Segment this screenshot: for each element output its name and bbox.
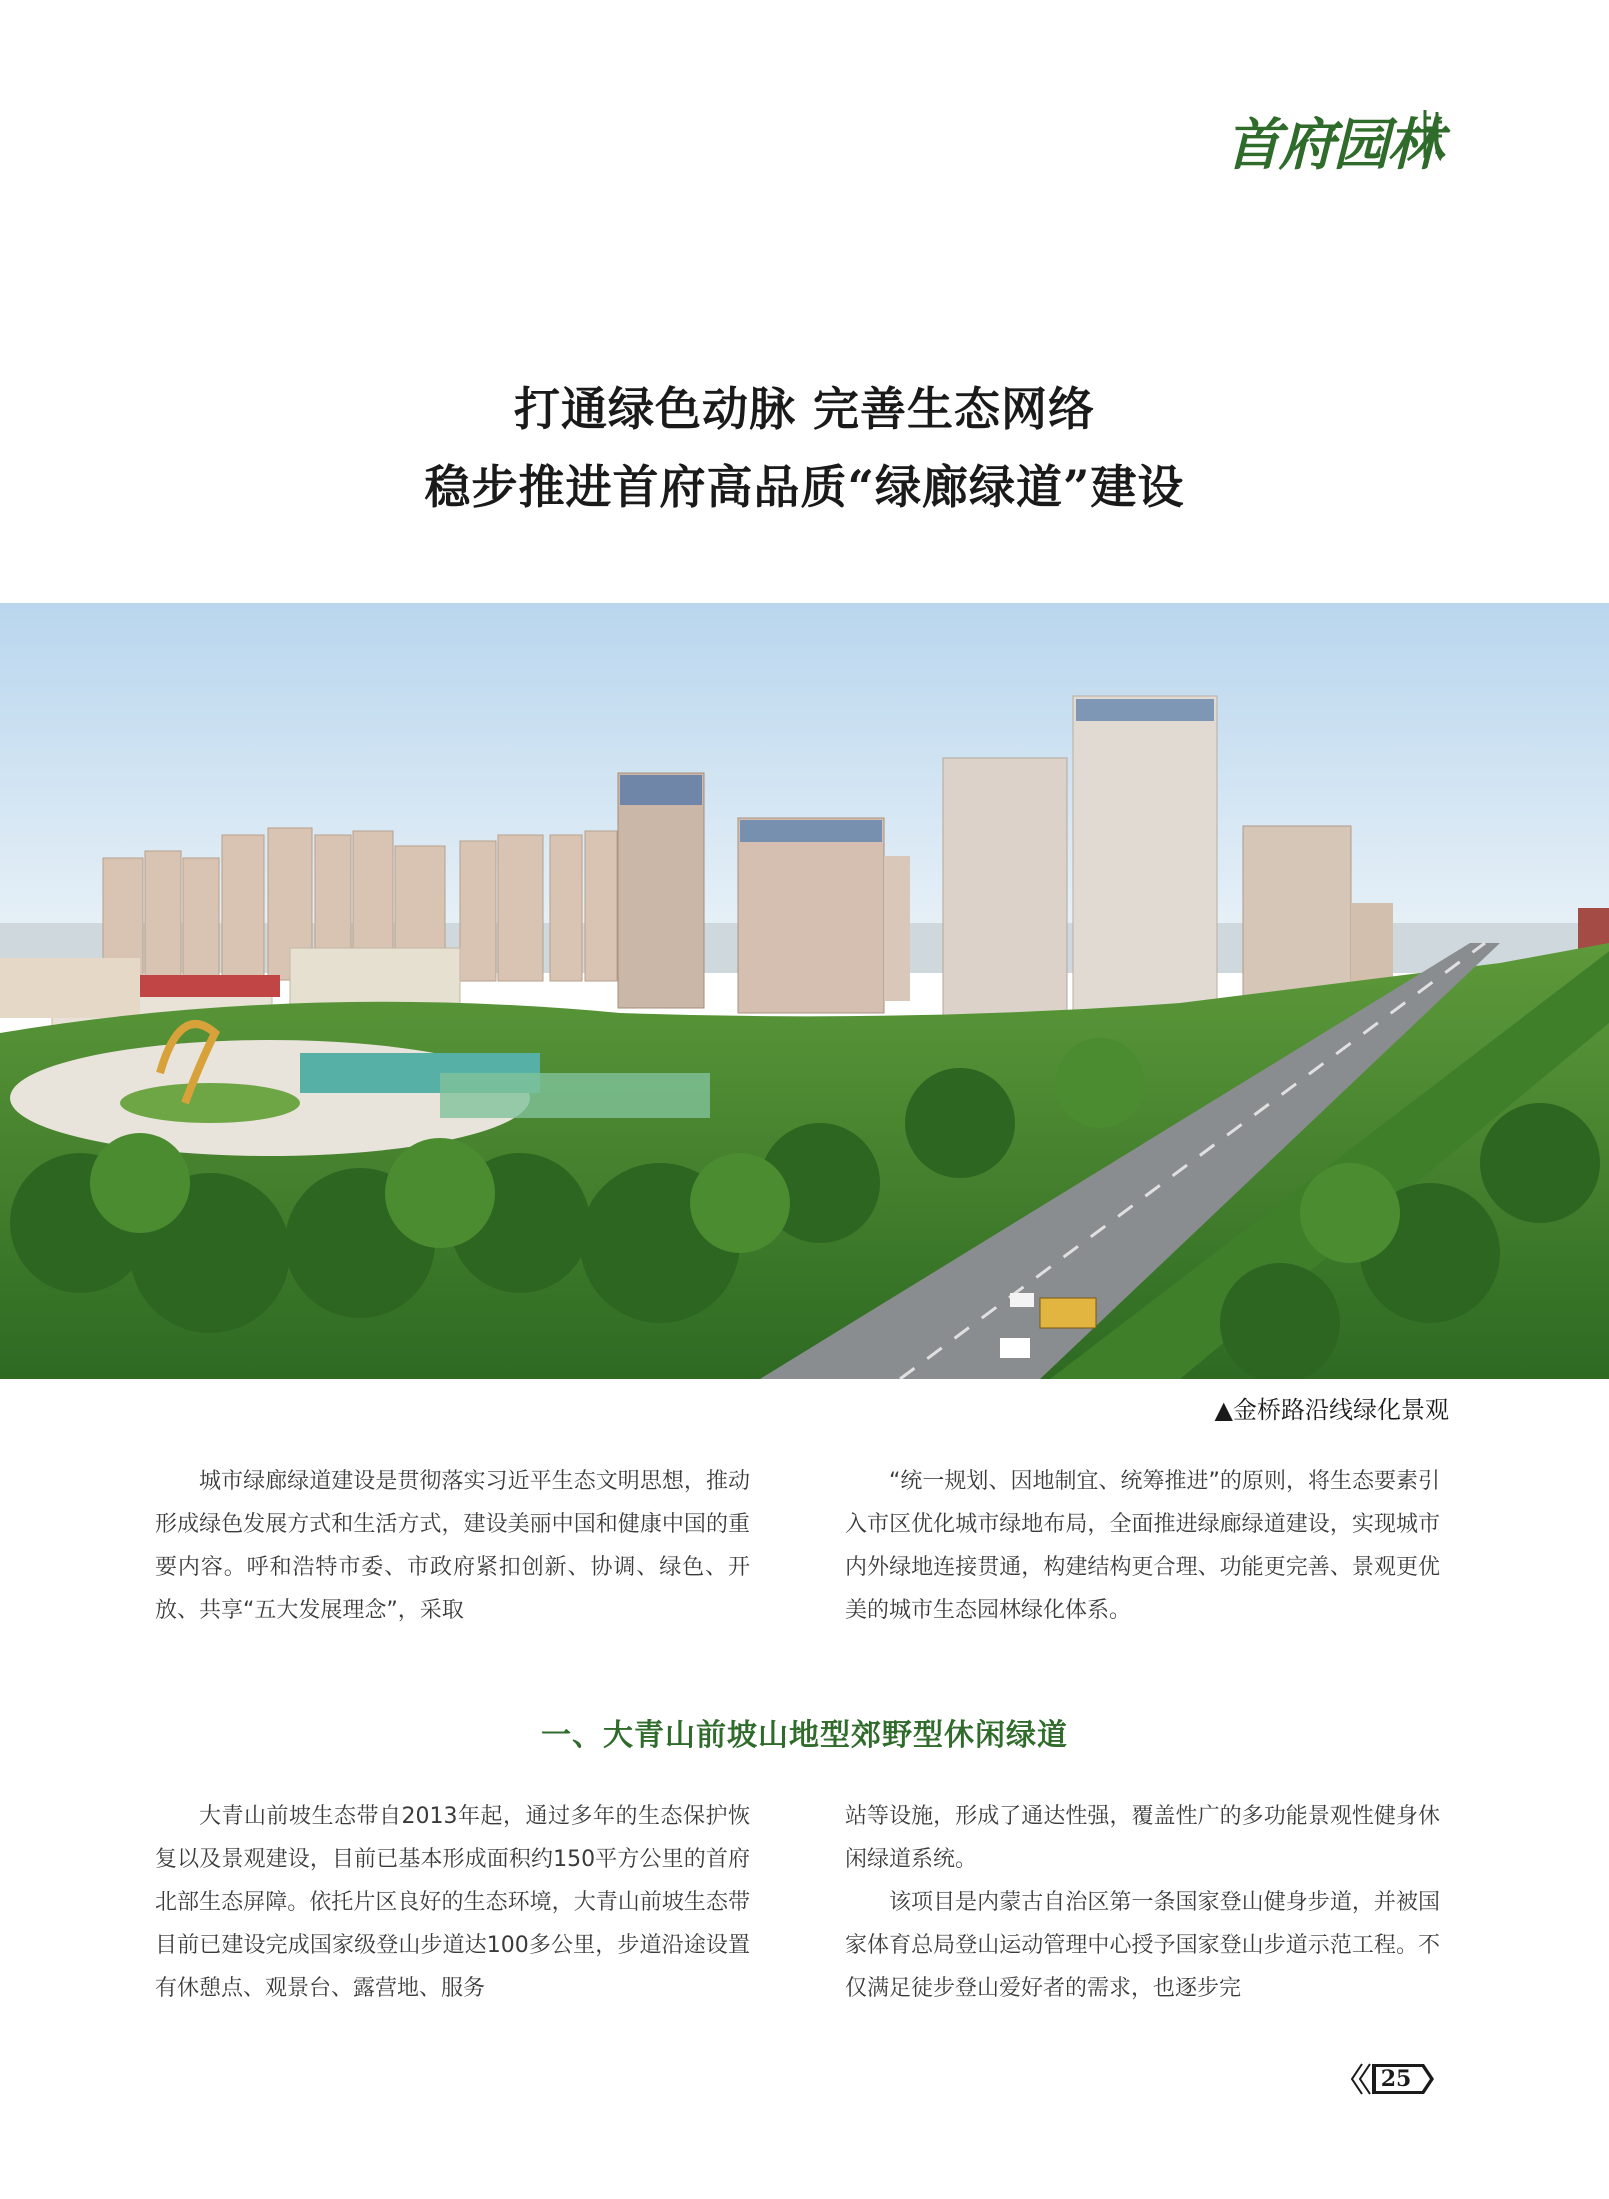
section1-right-column	[845, 1795, 1440, 2010]
section-heading: 一、大青山前坡山地型郊野型休闲绿道	[541, 1718, 1068, 1753]
intro-left-column	[155, 1460, 750, 1632]
intro-right-column	[845, 1460, 1440, 1632]
mongolian-script-icon	[1419, 108, 1445, 160]
section1-right-paragraph-2: 该项目是内蒙古自治区第一条国家登山健身步道，并被国家体育总局登山运动管理中心授予国家登山步道示范工程。不仅满足徒步登山爱好者的需求，也逐步完	[845, 1890, 1440, 2001]
title-line-2: 稳步推进首府高品质“绿廊绿道”建设	[424, 460, 1185, 514]
hero-photo	[0, 603, 1609, 1379]
article-title	[0, 370, 1609, 526]
masthead-logo: 首府园林	[1225, 112, 1441, 178]
section1-left-column	[155, 1795, 750, 2010]
photo-caption: ▲金桥路沿线绿化景观	[1214, 1396, 1449, 1424]
city-aerial-illustration	[0, 603, 1609, 1379]
title-line-1: 打通绿色动脉 完善生态网络	[513, 382, 1095, 436]
page-number-badge	[1350, 2062, 1442, 2096]
page-number: 25	[1380, 2066, 1412, 2092]
section1-right-paragraph-1: 站等设施，形成了通达性强，覆盖性广的多功能景观性健身休闲绿道系统。	[845, 1804, 1440, 1872]
intro-left-paragraph: 城市绿廊绿道建设是贯彻落实习近平生态文明思想，推动形成绿色发展方式和生活方式，建设美丽中国和健康中国的重要内容。呼和浩特市委、市政府紧扣创新、协调、绿色、开放、共享“五大发展理念”，采取	[155, 1469, 750, 1623]
section1-left-paragraph: 大青山前坡生态带自2013年起，通过多年的生态保护恢复以及景观建设，目前已基本形成面积约150平方公里的首府北部生态屏障。依托片区良好的生态环境，大青山前坡生态带目前已建设完成国家级登山步道达100多公里，步道沿途设置有休憩点、观景台、露营地、服务	[155, 1804, 750, 2001]
intro-right-paragraph: “统一规划、因地制宜、统筹推进”的原则，将生态要素引入市区优化城市绿地布局，全面推进绿廊绿道建设，实现城市内外绿地连接贯通，构建结构更合理、功能更完善、景观更优美的城市生态园林绿化体系。	[845, 1469, 1440, 1623]
masthead	[1225, 100, 1445, 190]
